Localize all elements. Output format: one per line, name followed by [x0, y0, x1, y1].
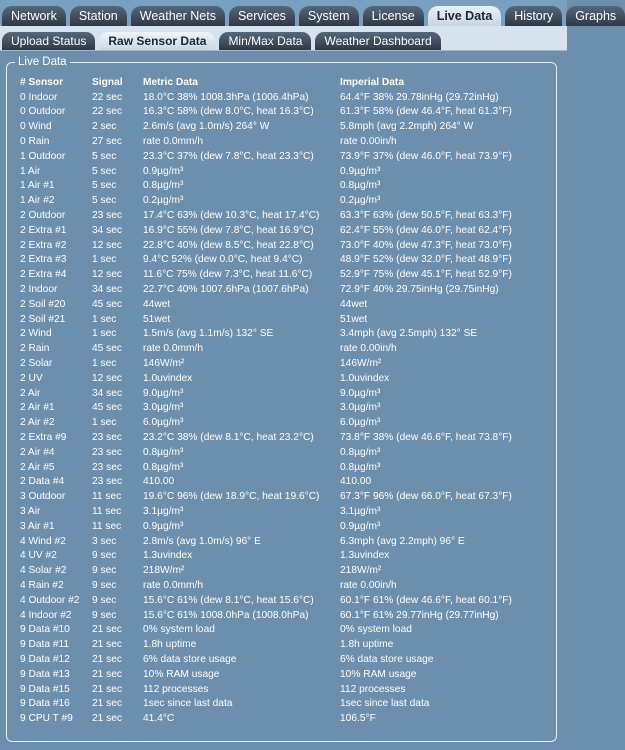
signal-cell: 2 sec	[92, 121, 117, 133]
signal-cell: 5 sec	[92, 165, 117, 177]
sensor-cell: 9 Data #12	[20, 653, 70, 665]
sensor-cell: 2 Air #1	[20, 402, 55, 414]
imperial-cell: 6% data store usage	[340, 653, 434, 665]
subtab-min-max-data[interactable]: Min/Max Data	[219, 32, 311, 50]
table-row	[20, 401, 555, 416]
signal-cell: 23 sec	[92, 210, 123, 222]
imperial-cell: 51wet	[340, 313, 368, 325]
sensor-cell: 1 Air	[20, 165, 41, 177]
header-signal: Signal	[92, 76, 123, 88]
imperial-cell: 60.1°F 61% 29.77inHg (29.77inHg)	[340, 609, 499, 621]
metric-cell: 1.0uvindex	[143, 372, 193, 384]
sensor-cell: 2 Extra #3	[20, 254, 67, 266]
signal-cell: 27 sec	[92, 136, 123, 148]
metric-cell: 1.5m/s (avg 1.1m/s) 132° SE	[143, 328, 274, 340]
signal-cell: 1 sec	[92, 313, 117, 325]
subtab-raw-sensor-data[interactable]: Raw Sensor Data	[99, 32, 215, 50]
metric-cell: 1.8h uptime	[143, 639, 197, 651]
signal-cell: 23 sec	[92, 461, 123, 473]
main-nav	[0, 0, 617, 28]
metric-cell: 51wet	[143, 313, 171, 325]
table-row	[20, 504, 555, 519]
imperial-cell: rate 0.00in/h	[340, 136, 397, 148]
signal-cell: 21 sec	[92, 653, 123, 665]
metric-cell: 146W/m²	[143, 358, 185, 370]
imperial-cell: 1sec since last data	[340, 698, 430, 710]
sensor-cell: 2 Wind	[20, 328, 52, 340]
sensor-cell: 2 Extra #9	[20, 432, 67, 444]
metric-cell: 19.6°C 96% (dew 18.9°C, heat 19.6°C)	[143, 491, 320, 503]
table-row	[20, 652, 555, 667]
metric-cell: 22.7°C 40% 1007.6hPa (1007.6hPa)	[143, 284, 309, 296]
sensor-cell: 2 Rain	[20, 343, 50, 355]
imperial-cell: 3.1µg/m³	[340, 506, 381, 517]
metric-cell: 0.8µg/m³	[143, 446, 184, 458]
signal-cell: 21 sec	[92, 713, 123, 725]
imperial-cell: 9.0µg/m³	[340, 387, 381, 399]
table-row	[20, 312, 555, 327]
imperial-cell: 0% system load	[340, 624, 412, 636]
sensor-cell: 0 Outdoor	[20, 106, 66, 118]
metric-cell: 17.4°C 63% (dew 10.3°C, heat 17.4°C)	[143, 210, 320, 222]
imperial-cell: 0.9µg/m³	[340, 165, 381, 177]
sensor-cell: 2 Indoor	[20, 284, 58, 296]
signal-cell: 45 sec	[92, 298, 123, 310]
sensor-cell: 2 Extra #2	[20, 239, 67, 251]
sensor-cell: 2 Soil #20	[20, 298, 66, 310]
table-row	[20, 208, 555, 223]
metric-cell: 112 processes	[143, 683, 209, 695]
table-row	[20, 253, 555, 268]
table-row	[20, 430, 555, 445]
signal-cell: 3 sec	[92, 535, 117, 547]
metric-cell: 9.4°C 52% (dew 0.0°C, heat 9.4°C)	[143, 254, 303, 266]
imperial-cell: 218W/m²	[340, 565, 382, 577]
sensor-cell: 2 Extra #1	[20, 224, 67, 236]
sensor-cell: 2 Air #4	[20, 446, 55, 458]
table-row	[20, 696, 555, 711]
table-row	[20, 608, 555, 623]
table-row	[20, 578, 555, 593]
table-row	[20, 179, 555, 194]
signal-cell: 11 sec	[92, 506, 122, 517]
table-row	[20, 475, 555, 490]
metric-cell: 6.0µg/m³	[143, 417, 184, 429]
imperial-cell: 3.4mph (avg 2.5mph) 132° SE	[340, 328, 478, 340]
signal-cell: 5 sec	[92, 180, 117, 192]
imperial-cell: 1.0uvindex	[340, 372, 390, 384]
tab-graphs[interactable]: Graphs	[566, 6, 625, 26]
subtab-weather-dashboard[interactable]: Weather Dashboard	[315, 32, 440, 50]
signal-cell: 21 sec	[92, 698, 123, 710]
signal-cell: 5 sec	[92, 195, 117, 207]
header-imperial: Imperial Data	[340, 76, 404, 88]
sensor-cell: 9 Data #11	[20, 639, 70, 651]
tab-network[interactable]: Network	[2, 6, 66, 26]
metric-cell: 0.8µg/m³	[143, 461, 184, 473]
live-data-panel	[6, 56, 557, 742]
signal-cell: 45 sec	[92, 402, 123, 414]
imperial-cell: 5.8mph (avg 2.2mph) 264° W	[340, 121, 474, 133]
table-row	[20, 134, 555, 149]
table-row	[20, 164, 555, 179]
signal-cell: 1 sec	[92, 254, 117, 266]
sensor-cell: 1 Air #1	[20, 180, 55, 192]
sensor-cell: 4 UV #2	[20, 550, 57, 562]
table-row	[20, 282, 555, 297]
imperial-cell: 61.3°F 58% (dew 46.4°F, heat 61.3°F)	[340, 106, 512, 118]
signal-cell: 12 sec	[92, 269, 123, 281]
sensor-cell: 2 Extra #4	[20, 269, 67, 281]
signal-cell: 34 sec	[92, 387, 123, 399]
tab-station[interactable]: Station	[70, 6, 127, 26]
signal-cell: 1 sec	[92, 417, 117, 429]
table-row	[20, 489, 555, 504]
tab-live-data[interactable]: Live Data	[428, 6, 502, 26]
table-row	[20, 149, 555, 164]
table-row	[20, 415, 555, 430]
table-row	[20, 622, 555, 637]
table-row	[20, 667, 555, 682]
sensor-cell: 9 CPU T #9	[20, 713, 73, 725]
imperial-cell: 52.9°F 75% (dew 45.1°F, heat 52.9°F)	[340, 269, 512, 281]
metric-cell: rate 0.0mm/h	[143, 136, 204, 148]
metric-cell: 0.9µg/m³	[143, 165, 184, 177]
imperial-cell: 410.00	[340, 476, 372, 488]
imperial-cell: 64.4°F 38% 29.78inHg (29.72inHg)	[340, 91, 499, 103]
metric-cell: 410.00	[143, 476, 175, 488]
signal-cell: 22 sec	[92, 106, 123, 118]
imperial-cell: 48.9°F 52% (dew 32.0°F, heat 48.9°F)	[340, 254, 512, 266]
subtab-upload-status[interactable]: Upload Status	[2, 32, 95, 50]
header-metric: Metric Data	[143, 76, 198, 88]
sensor-cell: 2 Air #5	[20, 461, 55, 473]
tab-license[interactable]: License	[363, 6, 424, 26]
imperial-cell: 0.8µg/m³	[340, 446, 381, 458]
metric-cell: 23.3°C 37% (dew 7.8°C, heat 23.3°C)	[143, 150, 314, 162]
imperial-cell: 1.8h uptime	[340, 639, 394, 651]
table-row	[20, 549, 555, 564]
table-row	[20, 90, 555, 105]
metric-cell: 1sec since last data	[143, 698, 233, 710]
table-header-row	[20, 75, 555, 90]
table-row	[20, 193, 555, 208]
imperial-cell: 0.8µg/m³	[340, 180, 381, 192]
sensor-cell: 4 Rain #2	[20, 579, 64, 591]
metric-cell: 41.4°C	[143, 713, 175, 725]
imperial-cell: 67.3°F 96% (dew 66.0°F, heat 67.3°F)	[340, 491, 512, 503]
table-row	[20, 534, 555, 549]
sensor-cell: 9 Data #13	[20, 668, 70, 680]
table-row	[20, 386, 555, 401]
table-row	[20, 711, 555, 726]
signal-cell: 23 sec	[92, 432, 123, 444]
sensor-cell: 0 Wind	[20, 121, 52, 133]
table-row	[20, 119, 555, 134]
signal-cell: 11 sec	[92, 491, 122, 503]
sensor-cell: 2 Soil #21	[20, 313, 66, 325]
signal-cell: 9 sec	[92, 550, 117, 562]
table-row	[20, 682, 555, 697]
metric-cell: 6% data store usage	[143, 653, 237, 665]
sensor-cell: 3 Air	[20, 506, 41, 517]
signal-cell: 21 sec	[92, 683, 123, 695]
table-row	[20, 341, 555, 356]
metric-cell: rate 0.0mm/h	[143, 343, 204, 355]
imperial-cell: rate 0.00in/h	[340, 343, 397, 355]
table-row	[20, 223, 555, 238]
table-row	[20, 356, 555, 371]
metric-cell: 23.2°C 38% (dew 8.1°C, heat 23.2°C)	[143, 432, 314, 444]
metric-cell: 18.0°C 38% 1008.3hPa (1006.4hPa)	[143, 91, 309, 103]
imperial-cell: 0.2µg/m³	[340, 195, 381, 207]
imperial-cell: 73.9°F 37% (dew 46.0°F, heat 73.9°F)	[340, 150, 512, 162]
metric-cell: 218W/m²	[143, 565, 185, 577]
metric-cell: 44wet	[143, 298, 171, 310]
metric-cell: 15.6°C 61% 1008.0hPa (1008.0hPa)	[143, 609, 309, 621]
signal-cell: 22 sec	[92, 91, 123, 103]
table-row	[20, 267, 555, 282]
sensor-cell: 0 Rain	[20, 136, 50, 148]
metric-cell: 22.8°C 40% (dew 8.5°C, heat 22.8°C)	[143, 239, 314, 251]
table-row	[20, 563, 555, 578]
signal-cell: 12 sec	[92, 372, 123, 384]
metric-cell: 3.1µg/m³	[143, 506, 184, 517]
sensor-cell: 3 Air #1	[20, 520, 55, 532]
signal-cell: 45 sec	[92, 343, 123, 355]
imperial-cell: 146W/m²	[340, 358, 382, 370]
imperial-cell: 3.0µg/m³	[340, 402, 381, 414]
signal-cell: 23 sec	[92, 446, 123, 458]
table-row	[20, 637, 555, 652]
imperial-cell: 0.8µg/m³	[340, 461, 381, 473]
tab-history[interactable]: History	[505, 6, 562, 26]
metric-cell: 0% system load	[143, 624, 215, 636]
sensor-cell: 4 Wind #2	[20, 535, 66, 547]
signal-cell: 23 sec	[92, 476, 123, 488]
imperial-cell: 72.9°F 40% 29.75inHg (29.75inHg)	[340, 284, 499, 296]
sensor-cell: 3 Outdoor	[20, 491, 66, 503]
metric-cell: 0.8µg/m³	[143, 180, 184, 192]
metric-cell: 15.6°C 61% (dew 8.1°C, heat 15.6°C)	[143, 594, 314, 606]
imperial-cell: 0.9µg/m³	[340, 520, 381, 532]
signal-cell: 1 sec	[92, 328, 117, 340]
table-row	[20, 371, 555, 386]
signal-cell: 21 sec	[92, 668, 123, 680]
table-row	[20, 238, 555, 253]
header-sensor: # Sensor	[20, 76, 64, 88]
sensor-table	[20, 75, 555, 726]
signal-cell: 9 sec	[92, 609, 117, 621]
metric-cell: 9.0µg/m³	[143, 387, 184, 399]
signal-cell: 1 sec	[92, 358, 117, 370]
imperial-cell: 6.0µg/m³	[340, 417, 381, 429]
signal-cell: 34 sec	[92, 224, 123, 236]
imperial-cell: 73.0°F 40% (dew 47.3°F, heat 73.0°F)	[340, 239, 512, 251]
imperial-cell: 73.8°F 38% (dew 46.6°F, heat 73.8°F)	[340, 432, 512, 444]
imperial-cell: 62.4°F 55% (dew 46.0°F, heat 62.4°F)	[340, 224, 512, 236]
sensor-cell: 2 Solar	[20, 358, 53, 370]
table-row	[20, 460, 555, 475]
signal-cell: 5 sec	[92, 150, 117, 162]
signal-cell: 12 sec	[92, 239, 123, 251]
panel-legend: Live Data	[15, 55, 70, 69]
imperial-cell: rate 0.00in/h	[340, 579, 397, 591]
sensor-cell: 4 Indoor #2	[20, 609, 72, 621]
metric-cell: rate 0.0mm/h	[143, 579, 204, 591]
signal-cell: 21 sec	[92, 624, 123, 636]
metric-cell: 0.9µg/m³	[143, 520, 184, 532]
table-row	[20, 519, 555, 534]
sensor-cell: 9 Data #15	[20, 683, 70, 695]
metric-cell: 16.9°C 55% (dew 7.8°C, heat 16.9°C)	[143, 224, 314, 236]
metric-cell: 10% RAM usage	[143, 668, 220, 680]
sensor-cell: 2 UV	[20, 372, 43, 384]
tab-system[interactable]: System	[299, 6, 359, 26]
sensor-cell: 1 Air #2	[20, 195, 55, 207]
signal-cell: 9 sec	[92, 565, 117, 577]
metric-cell: 1.3uvindex	[143, 550, 193, 562]
metric-cell: 0.2µg/m³	[143, 195, 184, 207]
sensor-cell: 9 Data #10	[20, 624, 70, 636]
metric-cell: 3.0µg/m³	[143, 402, 184, 414]
imperial-cell: 106.5°F	[340, 713, 376, 725]
table-row	[20, 593, 555, 608]
metric-cell: 2.8m/s (avg 1.0m/s) 96° E	[143, 535, 261, 547]
sensor-cell: 4 Outdoor #2	[20, 594, 80, 606]
imperial-cell: 44wet	[340, 298, 368, 310]
imperial-cell: 63.3°F 63% (dew 50.5°F, heat 63.3°F)	[340, 210, 512, 222]
metric-cell: 2.6m/s (avg 1.0m/s) 264° W	[143, 121, 270, 133]
signal-cell: 9 sec	[92, 594, 117, 606]
table-row	[20, 445, 555, 460]
imperial-cell: 112 processes	[340, 683, 406, 695]
tab-services[interactable]: Services	[229, 6, 295, 26]
signal-cell: 9 sec	[92, 579, 117, 591]
sensor-cell: 1 Outdoor	[20, 150, 66, 162]
imperial-cell: 6.3mph (avg 2.2mph) 96° E	[340, 535, 465, 547]
sub-nav	[0, 28, 567, 51]
sensor-cell: 2 Air	[20, 387, 41, 399]
sensor-cell: 4 Solar #2	[20, 565, 67, 577]
table-row	[20, 297, 555, 312]
metric-cell: 16.3°C 58% (dew 8.0°C, heat 16.3°C)	[143, 106, 314, 118]
table-row	[20, 105, 555, 120]
metric-cell: 11.6°C 75% (dew 7.3°C, heat 11.6°C)	[143, 269, 313, 281]
sensor-cell: 2 Air #2	[20, 417, 55, 429]
sensor-cell: 9 Data #16	[20, 698, 70, 710]
sensor-cell: 2 Outdoor	[20, 210, 66, 222]
imperial-cell: 10% RAM usage	[340, 668, 417, 680]
signal-cell: 11 sec	[92, 520, 122, 532]
imperial-cell: 1.3uvindex	[340, 550, 390, 562]
tab-weather-nets[interactable]: Weather Nets	[131, 6, 225, 26]
signal-cell: 21 sec	[92, 639, 123, 651]
sensor-cell: 0 Indoor	[20, 91, 58, 103]
imperial-cell: 60.1°F 61% (dew 46.6°F, heat 60.1°F)	[340, 594, 512, 606]
sensor-cell: 2 Data #4	[20, 476, 65, 488]
signal-cell: 34 sec	[92, 284, 123, 296]
table-row	[20, 327, 555, 342]
